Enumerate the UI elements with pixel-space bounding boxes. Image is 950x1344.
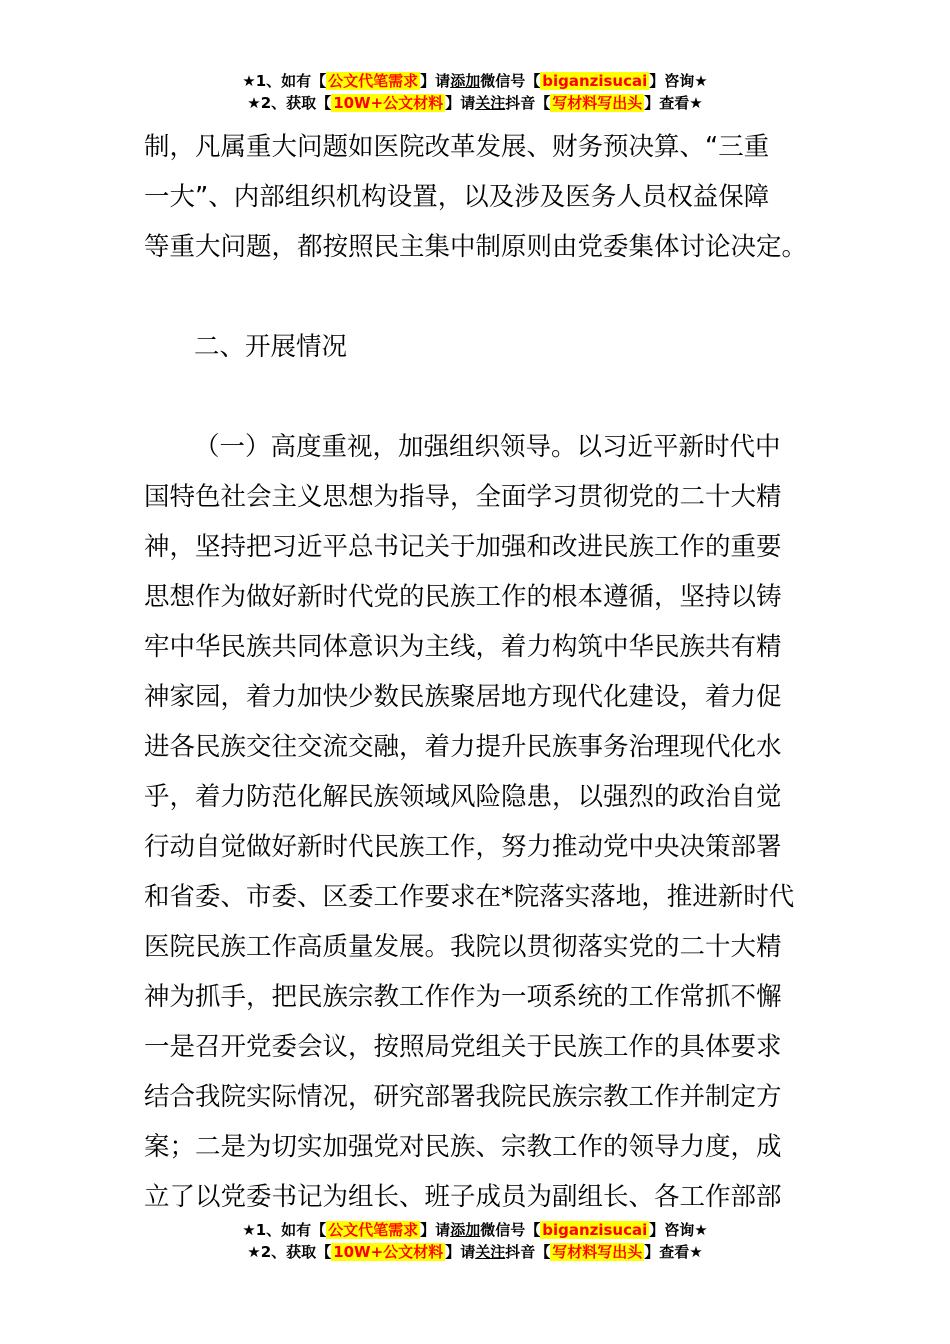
- banner-highlight: 公文代笔需求: [328, 72, 419, 90]
- banner-wechat-id: biganzisucai: [542, 72, 648, 90]
- banner-underlined: 添加: [450, 72, 481, 90]
- banner-text: 】查看★: [644, 1243, 703, 1261]
- banner-text: 】请: [445, 1243, 476, 1261]
- body-line: 案；二是为切实加强党对民族、宗教工作的领导力度，成: [144, 1132, 782, 1162]
- body-line: 进各民族交往交流交融，着力提升民族事务治理现代化水: [144, 732, 782, 762]
- body-line: 立了以党委书记为组长、班子成员为副组长、各工作部部: [144, 1182, 782, 1212]
- banner-douyin-id: 写材料写出头: [552, 94, 643, 112]
- banner-highlight: 10W+公文材料: [333, 94, 444, 112]
- section-heading: 二、开展情况: [194, 332, 348, 362]
- header-banner: [0, 70, 950, 114]
- body-line: 国特色社会主义思想为指导，全面学习贯彻党的二十大精: [144, 482, 782, 512]
- banner-underlined: 关注: [475, 1243, 506, 1261]
- banner-wechat-id: biganzisucai: [542, 1221, 648, 1239]
- banner-text: ★2、获取【: [247, 1243, 332, 1261]
- body-line: （一）高度重视，加强组织领导。以习近平新时代中: [194, 432, 781, 462]
- banner-line-1: [0, 1219, 950, 1241]
- footer-banner: [0, 1219, 950, 1263]
- banner-douyin-id: 写材料写出头: [552, 1243, 643, 1261]
- banner-line-2: [0, 92, 950, 114]
- banner-line-1: [0, 70, 950, 92]
- body-line: 牢中华民族共同体意识为主线，着力构筑中华民族共有精: [144, 632, 782, 662]
- document-body: [144, 122, 809, 1222]
- body-line: 思想作为做好新时代党的民族工作的根本遵循，坚持以铸: [144, 582, 782, 612]
- body-line: 和省委、市委、区委工作要求在*院落实落地，推进新时代: [144, 882, 795, 912]
- banner-text: ★2、获取【: [247, 94, 332, 112]
- banner-text: 】查看★: [644, 94, 703, 112]
- body-line: 乎，着力防范化解民族领域风险隐患，以强烈的政治自觉: [144, 782, 782, 812]
- body-line: 神，坚持把习近平总书记关于加强和改进民族工作的重要: [144, 532, 782, 562]
- banner-underlined: 添加: [450, 1221, 481, 1239]
- banner-highlight: 公文代笔需求: [328, 1221, 419, 1239]
- body-line: 神为抓手，把民族宗教工作作为一项系统的工作常抓不懈: [144, 982, 782, 1012]
- body-line: 行动自觉做好新时代民族工作，努力推动党中央决策部署: [144, 832, 782, 862]
- banner-text: 】咨询★: [649, 1221, 708, 1239]
- body-line: 医院民族工作高质量发展。我院以贯彻落实党的二十大精: [144, 932, 782, 962]
- banner-line-2: [0, 1241, 950, 1263]
- body-line: 结合我院实际情况，研究部署我院民族宗教工作并制定方: [144, 1082, 782, 1112]
- banner-text: 抖音【: [505, 94, 551, 112]
- body-line: 等重大问题，都按照民主集中制原则由党委集体讨论决定。: [144, 232, 808, 262]
- banner-text: 】请: [420, 72, 451, 90]
- banner-highlight: 10W+公文材料: [333, 1243, 444, 1261]
- banner-text: ★1、如有【: [242, 72, 327, 90]
- banner-text: 】咨询★: [649, 72, 708, 90]
- body-line: 神家园，着力加快少数民族聚居地方现代化建设，着力促: [144, 682, 782, 712]
- banner-text: 抖音【: [505, 1243, 551, 1261]
- body-line: 一是召开党委会议，按照局党组关于民族工作的具体要求: [144, 1032, 782, 1062]
- banner-text: 微信号【: [480, 72, 541, 90]
- banner-text: 】请: [420, 1221, 451, 1239]
- banner-underlined: 关注: [475, 94, 506, 112]
- banner-text: 】请: [445, 94, 476, 112]
- banner-text: ★1、如有【: [242, 1221, 327, 1239]
- banner-text: 微信号【: [480, 1221, 541, 1239]
- body-line: 一大”、内部组织机构设置，以及涉及医务人员权益保障: [144, 182, 770, 212]
- body-line: 制，凡属重大问题如医院改革发展、财务预决算、“三重: [144, 132, 770, 162]
